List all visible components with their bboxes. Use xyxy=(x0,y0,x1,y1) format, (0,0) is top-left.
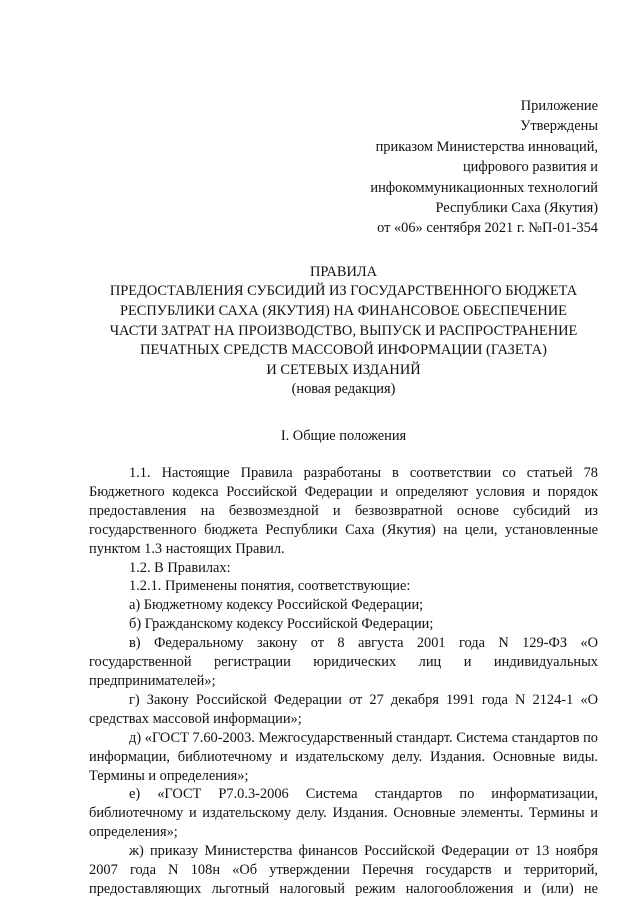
approval-line-republic: Республики Саха (Якутия) xyxy=(435,200,598,217)
paragraph-1-2: 1.2. В Правилах: xyxy=(129,559,231,576)
list-item-a: а) Бюджетному кодексу Российской Федерации; xyxy=(129,597,424,614)
title-line: ПЕЧАТНЫХ СРЕДСТВ МАССОВОЙ ИНФОРМАЦИИ (ГАЗЕТА) xyxy=(140,342,547,359)
approval-line-ministry-cont: инфокоммуникационных технологий xyxy=(370,179,598,196)
title-line: И СЕТЕВЫХ ИЗДАНИЙ xyxy=(266,361,421,378)
approval-line-approved: Утверждены xyxy=(520,118,598,135)
approval-block xyxy=(89,96,598,239)
list-item-e: е) «ГОСТ Р7.0.3-2006 Система стандартов по информатизации, библиотечному и издательскому делу. Издания. Основные элементы. Термины и определения»; xyxy=(89,786,598,841)
approval-line-annex: Приложение xyxy=(520,98,598,114)
title-line: ПРЕДОСТАВЛЕНИЯ СУБСИДИЙ ИЗ ГОСУДАРСТВЕННОГО БЮДЖЕТА xyxy=(109,283,578,300)
list-item-g: г) Закону Российской Федерации от 27 декабря 1991 года N 2124-1 «О средствах массовой информации»; xyxy=(89,691,598,727)
list-item-v: в) Федеральному закону от 8 августа 2001 года N 129-ФЗ «О государственной регистрации юридических лиц и индивидуальных предпринимателей»; xyxy=(89,635,598,689)
paragraph-1-1: 1.1. Настоящие Правила разработаны в соответствии со статьей 78 Бюджетного кодекса Российской Федерации и определяют условия и порядок предоставления на безвозмездной и безвозвратной основе субсидий из государственного бюджета Республики Саха (Якутия) на цели, установленные пунктом 1.3 настоящих Правил. xyxy=(89,465,598,557)
list-item-zh: ж) приказу Министерства финансов Российской Федерации от 13 ноября 2007 года N 108н «Об утверждении Перечня государств и территорий, предоставляющих льготный налоговый режим налогообложения и (или) не xyxy=(89,843,598,897)
approval-line-date-number: от «06» сентября 2021 г. №П-01-354 xyxy=(377,220,598,237)
title-edition: (новая редакция) xyxy=(291,381,396,398)
title-line: РЕСПУБЛИКИ САХА (ЯКУТИЯ) НА ФИНАНСОВОЕ ОБЕСПЕЧЕНИЕ xyxy=(120,303,567,320)
paragraph-1-2-1: 1.2.1. Применены понятия, соответствующие: xyxy=(129,578,411,595)
list-item-b: б) Гражданскому кодексу Российской Федерации; xyxy=(129,616,434,633)
section-heading: I. Общие положения xyxy=(280,428,407,444)
title-line: ЧАСТИ ЗАТРАТ НА ПРОИЗВОДСТВО, ВЫПУСК И РАСПРОСТРАНЕНИЕ xyxy=(109,322,578,339)
title-line: ПРАВИЛА xyxy=(309,263,378,280)
list-item-d: д) «ГОСТ 7.60-2003. Межгосударственный стандарт. Система стандартов по информации, библиотечному и издательскому делу. Издания. Основные виды. Термины и определения»; xyxy=(89,729,598,784)
document-body xyxy=(89,464,598,899)
document-title xyxy=(89,263,598,400)
approval-line-order: приказом Министерства инноваций, xyxy=(375,138,598,155)
approval-line-ministry: цифрового развития и xyxy=(462,159,598,176)
